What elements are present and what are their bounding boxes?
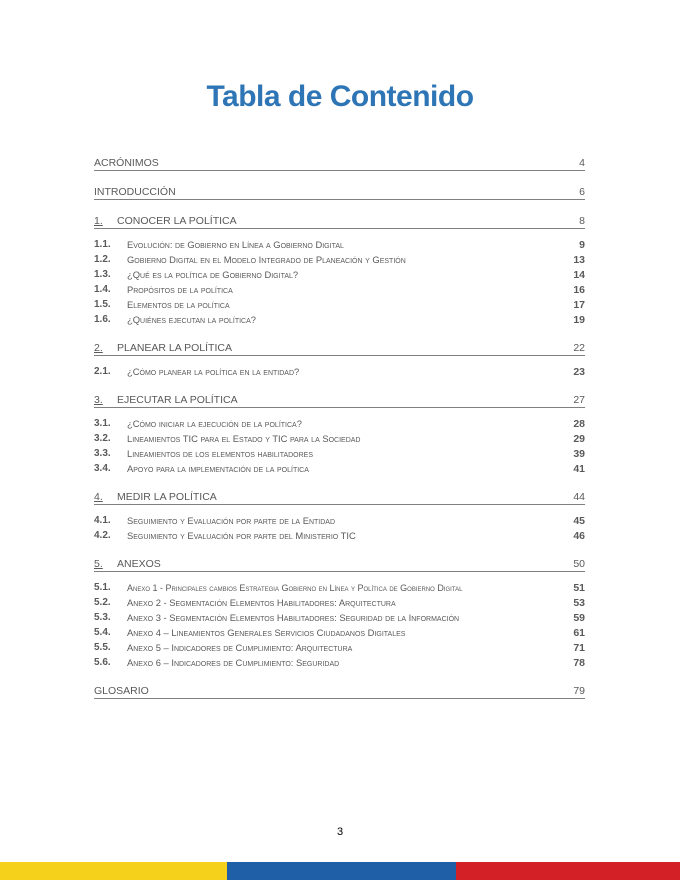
toc-section-label: Anexo 2 - Segmentación Elementos Habilitadores: Arquitectura <box>127 597 396 608</box>
toc-section-5-5[interactable] <box>94 640 585 655</box>
toc-section-page: 14 <box>573 269 585 281</box>
toc-section-page: 71 <box>573 642 585 654</box>
toc-section-number: 3.1. <box>94 418 111 429</box>
toc-section-label: Anexo 5 – Indicadores de Cumplimiento: Arquitectura <box>127 642 353 653</box>
toc-section-label: ¿Cómo iniciar la ejecución de la política? <box>127 418 302 429</box>
toc-section-number: 3.4. <box>94 463 111 474</box>
toc-entry-label: GLOSARIO <box>94 685 149 697</box>
toc-section-page: 29 <box>573 433 585 445</box>
toc-section-number: 5.1. <box>94 582 111 593</box>
toc-section-1-5[interactable] <box>94 297 585 312</box>
toc-section-number: 5.2. <box>94 597 111 608</box>
toc-chapter-number: 3. <box>94 394 103 406</box>
toc-section-label: ¿Qué es la política de Gobierno Digital? <box>127 269 299 280</box>
toc-section-page: 51 <box>573 582 585 594</box>
flag-blue-stripe <box>227 862 456 880</box>
toc-section-number: 1.6. <box>94 314 111 325</box>
toc-section-3-1[interactable] <box>94 416 585 431</box>
toc-section-page: 61 <box>573 627 585 639</box>
toc-section-number: 5.5. <box>94 642 111 653</box>
toc-section-page: 19 <box>573 314 585 326</box>
toc-section-1-6[interactable] <box>94 312 585 327</box>
toc-section-number: 4.2. <box>94 530 111 541</box>
toc-section-1-3[interactable] <box>94 267 585 282</box>
toc-section-page: 23 <box>573 366 585 378</box>
toc-section-3-3[interactable] <box>94 446 585 461</box>
toc-section-number: 1.2. <box>94 254 111 265</box>
toc-section-3-2[interactable] <box>94 431 585 446</box>
toc-chapter-label: EJECUTAR LA POLÍTICA <box>117 394 238 406</box>
toc-section-number: 4.1. <box>94 515 111 526</box>
toc-section-page: 28 <box>573 418 585 430</box>
toc-chapter-label: ANEXOS <box>117 558 161 570</box>
toc-section-number: 1.3. <box>94 269 111 280</box>
toc-section-label: Propósitos de la política <box>127 284 233 295</box>
toc-section-label: Anexo 6 – Indicadores de Cumplimiento: Seguridad <box>127 657 340 668</box>
toc-chapter-4[interactable] <box>94 490 585 505</box>
toc-chapter-page: 44 <box>573 491 585 503</box>
toc-entry-label: ACRÓNIMOS <box>94 157 159 169</box>
toc-section-label: Lineamientos de los elementos habilitadores <box>127 448 314 459</box>
toc-entry-label: INTRODUCCIÓN <box>94 186 176 198</box>
toc-chapter-number: 1. <box>94 215 103 227</box>
flag-red-stripe <box>456 862 680 880</box>
toc-section-page: 59 <box>573 612 585 624</box>
toc-section-label: Evolución: de Gobierno en Línea a Gobierno Digital <box>127 239 344 250</box>
toc-section-page: 46 <box>573 530 585 542</box>
toc-chapter-page: 50 <box>573 558 585 570</box>
toc-section-number: 5.4. <box>94 627 111 638</box>
toc-entry-page: 4 <box>579 157 585 169</box>
toc-section-3-4[interactable] <box>94 461 585 476</box>
toc-chapter-5[interactable] <box>94 557 585 572</box>
toc-section-number: 5.6. <box>94 657 111 668</box>
toc-section-5-6[interactable] <box>94 655 585 670</box>
toc-chapter-number: 5. <box>94 558 103 570</box>
page-title: Tabla de Contenido <box>206 80 474 113</box>
toc-section-1-4[interactable] <box>94 282 585 297</box>
toc-section-5-3[interactable] <box>94 610 585 625</box>
toc-section-label: Seguimiento y Evaluación por parte de la Entidad <box>127 515 336 526</box>
toc-chapter-number: 4. <box>94 491 103 503</box>
toc-section-page: 53 <box>573 597 585 609</box>
toc-section-number: 3.3. <box>94 448 111 459</box>
toc-section-label: Lineamientos TIC para el Estado y TIC para la Sociedad <box>127 433 361 444</box>
toc-entry-glosario[interactable] <box>94 684 585 699</box>
toc-chapter-page: 8 <box>579 215 585 227</box>
toc-chapter-1[interactable] <box>94 214 585 229</box>
toc-section-page: 16 <box>573 284 585 296</box>
toc-section-label: Seguimiento y Evaluación por parte del Ministerio TIC <box>127 530 356 541</box>
toc-section-label: Anexo 3 - Segmentación Elementos Habilitadores: Seguridad de la Información <box>127 612 460 623</box>
flag-yellow-stripe <box>0 862 227 880</box>
toc-section-page: 78 <box>573 657 585 669</box>
toc-section-page: 39 <box>573 448 585 460</box>
toc-section-page: 9 <box>579 239 585 251</box>
table-of-contents <box>94 156 585 713</box>
toc-entry-page: 79 <box>573 685 585 697</box>
toc-section-label: Anexo 4 – Lineamientos Generales Servicios Ciudadanos Digitales <box>127 627 406 638</box>
toc-entry-acronimos[interactable] <box>94 156 585 171</box>
toc-section-label: Gobierno Digital en el Modelo Integrado de Planeación y Gestión <box>127 254 406 265</box>
toc-section-4-1[interactable] <box>94 513 585 528</box>
toc-section-5-1[interactable] <box>94 580 585 595</box>
toc-section-page: 13 <box>573 254 585 266</box>
toc-section-2-1[interactable] <box>94 364 585 379</box>
toc-section-label: ¿Quiénes ejecutan la política? <box>127 314 256 325</box>
toc-section-label: Anexo 1 - Principales cambios Estrategia Gobierno en Línea y Política de Gobierno Digital <box>127 583 463 593</box>
toc-chapter-page: 22 <box>573 342 585 354</box>
toc-section-label: Elementos de la política <box>127 299 230 310</box>
toc-section-page: 17 <box>573 299 585 311</box>
toc-chapter-number: 2. <box>94 342 103 354</box>
toc-chapter-page: 27 <box>573 394 585 406</box>
toc-section-number: 2.1. <box>94 366 111 377</box>
toc-section-4-2[interactable] <box>94 528 585 543</box>
toc-section-number: 3.2. <box>94 433 111 444</box>
toc-section-page: 41 <box>573 463 585 475</box>
toc-section-page: 45 <box>573 515 585 527</box>
toc-section-label: Apoyo para la implementación de la política <box>127 463 309 474</box>
toc-section-number: 1.1. <box>94 239 111 250</box>
toc-section-number: 5.3. <box>94 612 111 623</box>
toc-section-number: 1.4. <box>94 284 111 295</box>
toc-chapter-2[interactable] <box>94 341 585 356</box>
toc-entry-introduccion[interactable] <box>94 185 585 200</box>
toc-entry-page: 6 <box>579 186 585 198</box>
toc-section-5-4[interactable] <box>94 625 585 640</box>
toc-section-1-2[interactable] <box>94 252 585 267</box>
page-number: 3 <box>336 826 344 838</box>
toc-section-5-2[interactable] <box>94 595 585 610</box>
toc-section-1-1[interactable] <box>94 237 585 252</box>
toc-chapter-3[interactable] <box>94 393 585 408</box>
toc-chapter-label: MEDIR LA POLÍTICA <box>117 491 217 503</box>
flag-footer-bar <box>0 862 680 880</box>
toc-chapter-label: PLANEAR LA POLÍTICA <box>117 342 232 354</box>
toc-chapter-label: CONOCER LA POLÍTICA <box>117 215 237 227</box>
toc-section-label: ¿Cómo planear la política en la entidad? <box>127 366 300 377</box>
toc-section-number: 1.5. <box>94 299 111 310</box>
